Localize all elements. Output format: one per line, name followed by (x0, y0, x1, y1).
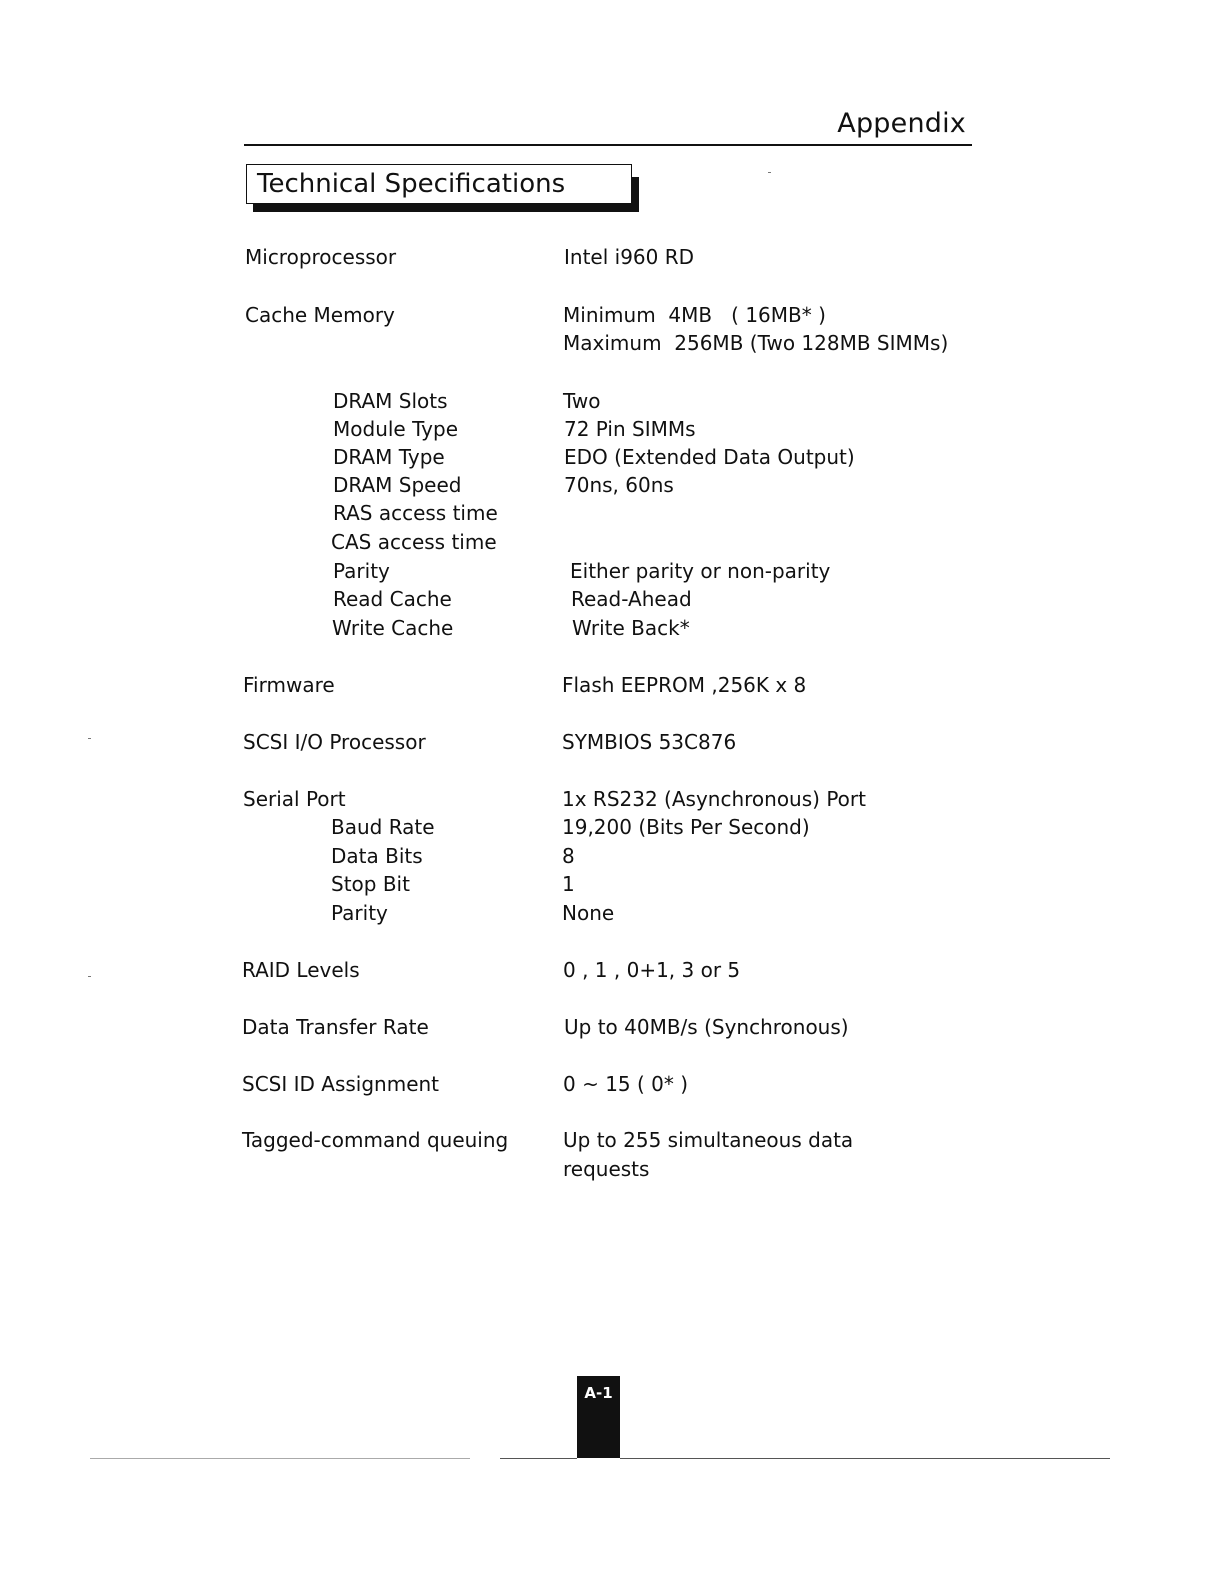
spec-label-tagged-command-queuing: Tagged-command queuing (242, 1128, 509, 1152)
spec-label-cas-access-time: CAS access time (331, 530, 497, 554)
spec-value-tagged-command-queuing: Up to 255 simultaneous data (563, 1128, 854, 1152)
page-number-badge (577, 1376, 620, 1458)
spec-value-dram-type: EDO (Extended Data Output) (564, 445, 855, 469)
spec-label-write-cache: Write Cache (332, 616, 454, 640)
scan-speck (88, 976, 91, 977)
spec-value-scsi-io-processor: SYMBIOS 53C876 (562, 730, 737, 754)
spec-label-dram-type: DRAM Type (333, 445, 445, 469)
box-shadow-right (632, 177, 639, 212)
spec-value-parity: Either parity or non-parity (570, 559, 831, 583)
spec-label-firmware: Firmware (243, 673, 335, 697)
header-title: Appendix (837, 108, 966, 139)
spec-label-data-bits: Data Bits (331, 844, 423, 868)
section-title-box (246, 164, 632, 204)
spec-label-dram-slots: DRAM Slots (333, 389, 448, 413)
spec-value-stop-bit: 1 (562, 872, 575, 896)
spec-label-raid-levels: RAID Levels (242, 958, 360, 982)
page-number: A-1 (584, 1384, 613, 1402)
spec-value-cache-memory-max: Maximum 256MB (Two 128MB SIMMs) (563, 331, 949, 355)
spec-label-microprocessor: Microprocessor (245, 245, 397, 269)
spec-label-stop-bit: Stop Bit (331, 872, 410, 896)
box-shadow-bottom (253, 204, 637, 212)
spec-label-baud-rate: Baud Rate (331, 815, 435, 839)
spec-value-module-type: 72 Pin SIMMs (564, 417, 696, 441)
spec-label-serial-parity: Parity (331, 901, 388, 925)
header-rule (244, 144, 972, 146)
spec-label-scsi-io-processor: SCSI I/O Processor (243, 730, 426, 754)
spec-value-serial-port: 1x RS232 (Asynchronous) Port (562, 787, 866, 811)
spec-label-read-cache: Read Cache (333, 587, 452, 611)
spec-value-read-cache: Read-Ahead (571, 587, 692, 611)
scan-speck (88, 738, 91, 739)
spec-label-scsi-id-assignment: SCSI ID Assignment (242, 1072, 440, 1096)
scan-speck (768, 172, 771, 173)
spec-value-scsi-id-assignment: 0 ~ 15 ( 0* ) (563, 1072, 689, 1096)
spec-value-data-bits: 8 (562, 844, 575, 868)
spec-value-raid-levels: 0 , 1 , 0+1, 3 or 5 (563, 958, 741, 982)
spec-value-data-transfer-rate: Up to 40MB/s (Synchronous) (564, 1015, 849, 1039)
spec-label-module-type: Module Type (333, 417, 459, 441)
spec-value-serial-parity: None (562, 901, 615, 925)
spec-value-dram-slots: Two (563, 389, 601, 413)
spec-value-write-cache: Write Back* (572, 616, 690, 640)
spec-value-baud-rate: 19,200 (Bits Per Second) (562, 815, 810, 839)
footer-line-right (620, 1458, 1110, 1459)
spec-label-parity: Parity (333, 559, 390, 583)
spec-value-dram-speed: 70ns, 60ns (564, 473, 674, 497)
footer-line-mid (500, 1458, 577, 1459)
footer-line-left (90, 1458, 470, 1459)
spec-value-cache-memory: Minimum 4MB ( 16MB* ) (563, 303, 826, 327)
spec-label-ras-access-time: RAS access time (333, 501, 498, 525)
spec-label-dram-speed: DRAM Speed (333, 473, 462, 497)
spec-label-cache-memory: Cache Memory (245, 303, 395, 327)
spec-value-tagged-command-queuing-cont: requests (563, 1157, 650, 1181)
section-title: Technical Specifications (257, 169, 566, 199)
spec-value-firmware: Flash EEPROM ,256K x 8 (562, 673, 807, 697)
spec-label-serial-port: Serial Port (243, 787, 346, 811)
spec-value-microprocessor: Intel i960 RD (564, 245, 695, 269)
spec-label-data-transfer-rate: Data Transfer Rate (242, 1015, 429, 1039)
